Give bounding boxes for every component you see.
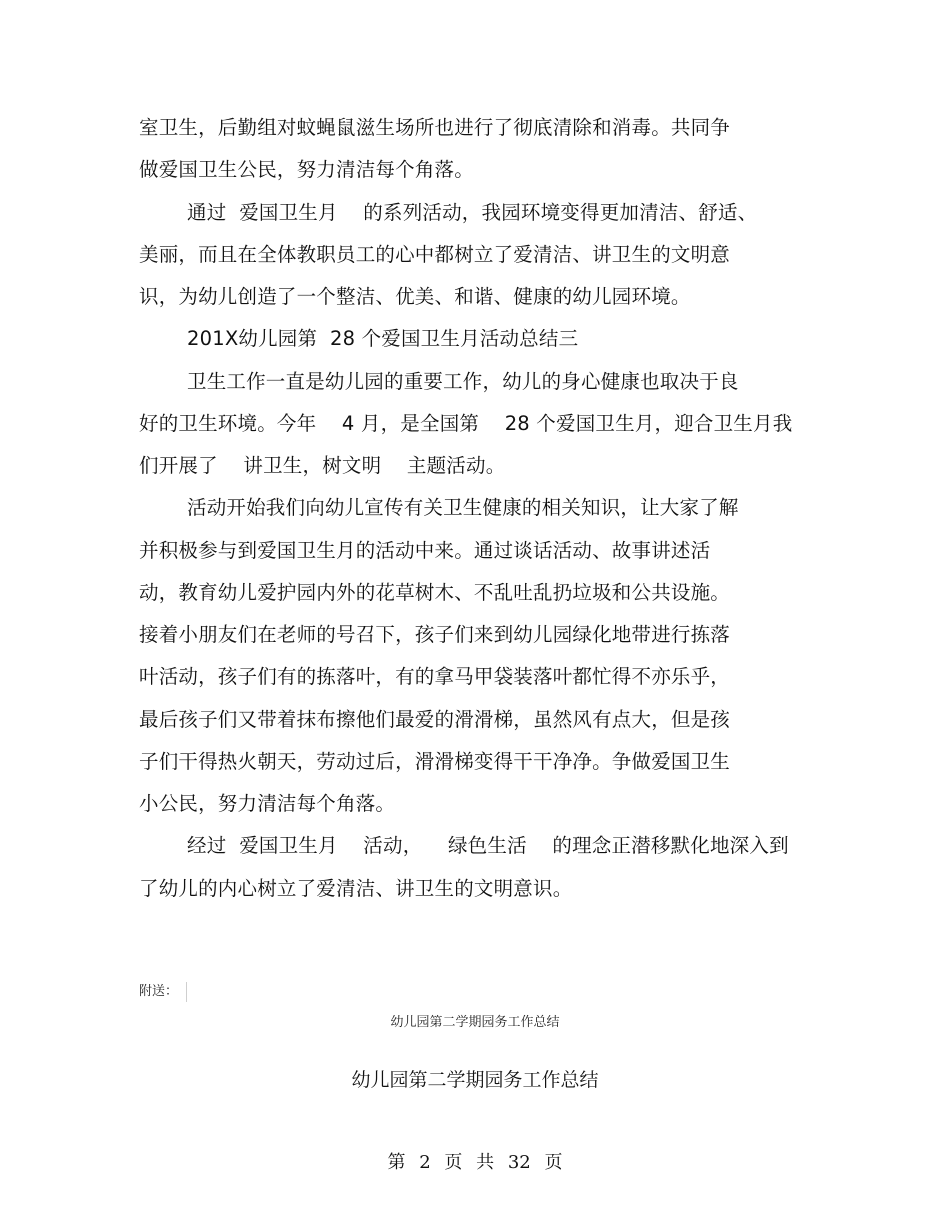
body-line: 通过 爱国卫生月 的系列活动，我园环境变得更加清洁、舒适、	[187, 201, 758, 224]
body-line: 室卫生，后勤组对蚊蝇鼠滋生场所也进行了彻底清除和消毒。共同争	[139, 116, 731, 139]
attachment-title: 幼儿园第二学期园务工作总结	[351, 1069, 599, 1091]
body-line: 卫生工作一直是幼儿园的重要工作，幼儿的身心健康也取决于良	[187, 370, 739, 393]
divider	[186, 982, 187, 1002]
attachment-subtitle: 幼儿园第二学期园务工作总结	[390, 1015, 560, 1030]
body-line: 小公民，努力清洁每个角落。	[139, 792, 396, 815]
attachment-label: 附送：	[139, 984, 179, 999]
body-line: 做爱国卫生公民，努力清洁每个角落。	[139, 158, 474, 181]
body-line: 识，为幼儿创造了一个整洁、优美、和谐、健康的幼儿园环境。	[139, 285, 691, 308]
body-line: 经过 爱国卫生月 活动， 绿色生活 的理念正潜移默化地深入到	[187, 834, 789, 857]
section-heading: 201X幼儿园第 28 个爱国卫生月活动总结三	[187, 327, 579, 350]
page-footer: 第 2 页 共 32 页	[387, 1152, 563, 1173]
body-line: 最后孩子们又带着抹布擦他们最爱的滑滑梯，虽然风有点大，但是孩	[139, 708, 731, 731]
body-line: 子们干得热火朝天，劳动过后，滑滑梯变得干干净净。争做爱国卫生	[139, 750, 731, 773]
body-line: 美丽，而且在全体教职员工的心中都树立了爱清洁、讲卫生的文明意	[139, 243, 731, 266]
body-line: 好的卫生环境。今年 4 月，是全国第 28 个爱国卫生月，迎合卫生月我	[139, 412, 793, 435]
body-line: 叶活动，孩子们有的拣落叶，有的拿马甲袋装落叶都忙得不亦乐乎，	[139, 665, 731, 688]
body-line: 活动开始我们向幼儿宣传有关卫生健康的相关知识，让大家了解	[187, 496, 739, 519]
body-line: 们开展了 讲卫生，树文明 主题活动。	[139, 454, 506, 477]
body-line: 了幼儿的内心树立了爱清洁、讲卫生的文明意识。	[139, 877, 573, 900]
body-line: 接着小朋友们在老师的号召下，孩子们来到幼儿园绿化地带进行拣落	[139, 623, 731, 646]
body-line: 动，教育幼儿爱护园内外的花草树木、不乱吐乱扔垃圾和公共设施。	[139, 581, 731, 604]
body-line: 并积极参与到爱国卫生月的活动中来。通过谈话活动、故事讲述活	[139, 539, 711, 562]
